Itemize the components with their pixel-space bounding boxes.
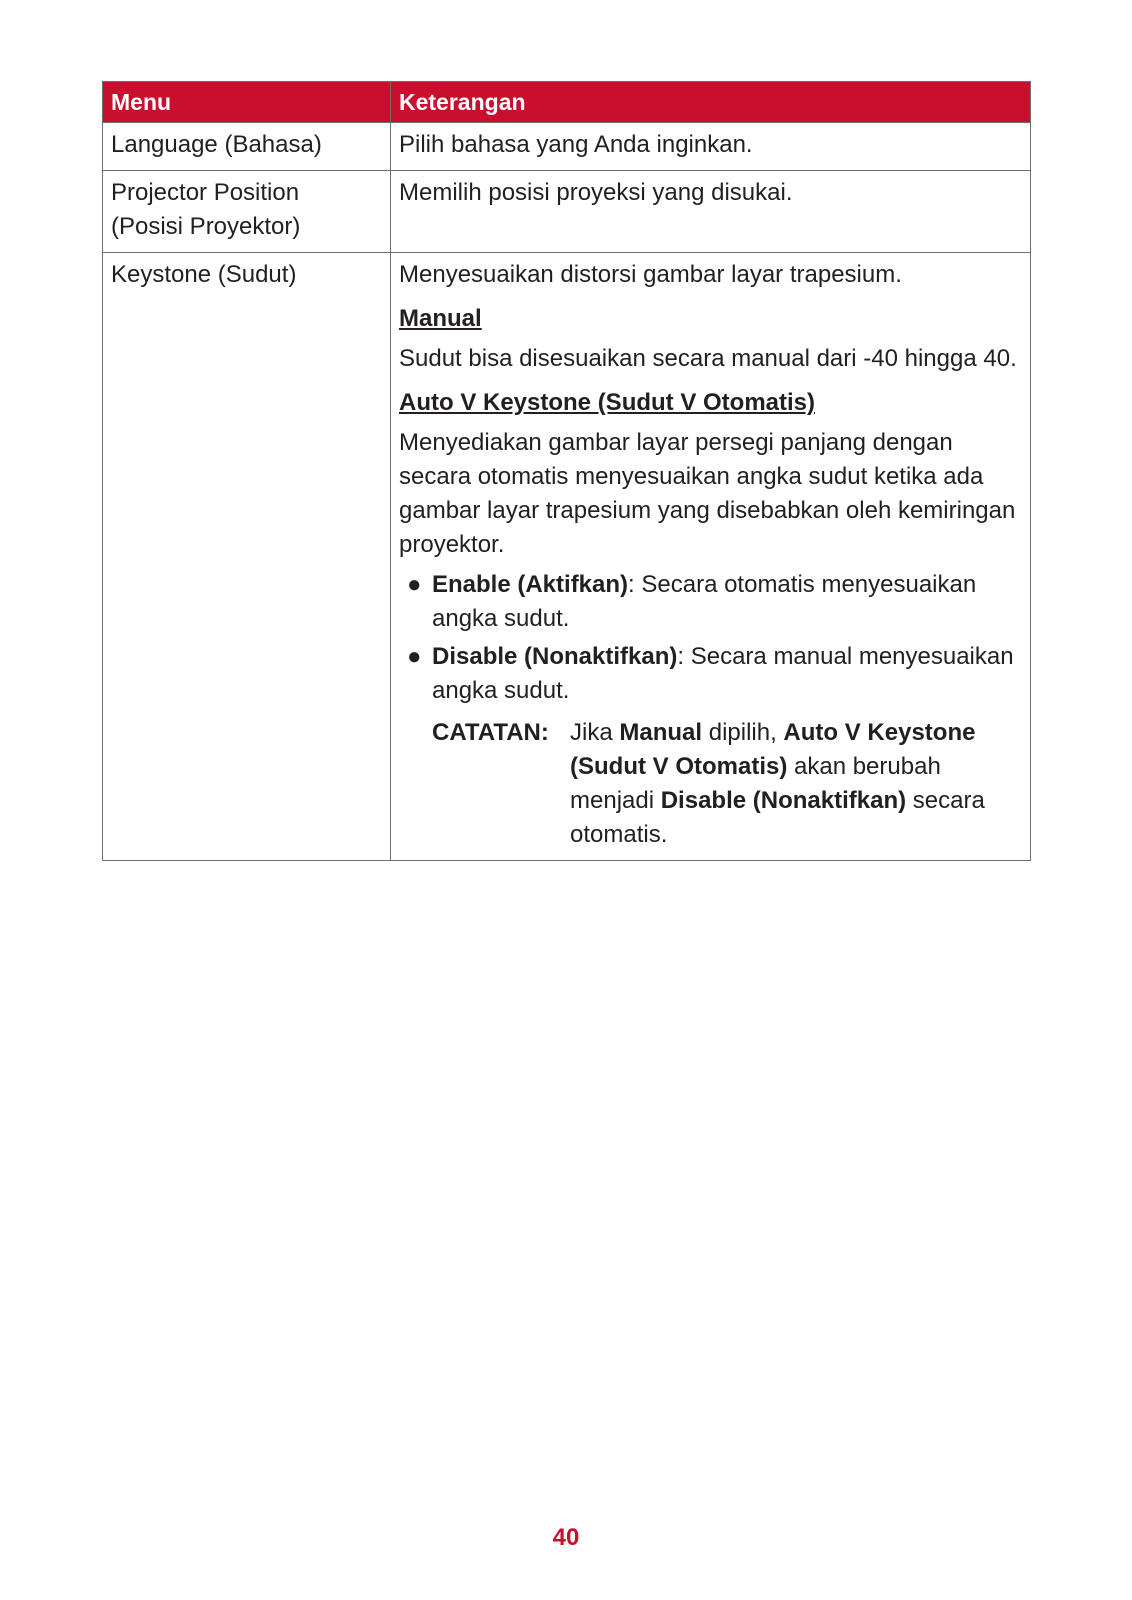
bullet-icon: ● [407,643,422,670]
note-bold: Manual [619,719,703,746]
note-text: Jika [570,719,620,746]
table-row [103,253,1031,861]
list-item-enable [399,568,1022,636]
option-label: Disable (Nonaktifkan) [432,643,678,670]
note-text: akan berubah menjadi [570,753,941,814]
option-label: Enable (Aktifkan) [432,571,629,598]
note-label: CATATAN: [432,719,549,746]
auto-keystone-text: Menyediakan gambar layar persegi panjang dengan secara otomatis menyesuaikan angka sudut ketika ada gambar layar trapesium yang disebabkan oleh kemiringan proyektor. [399,429,1016,558]
option-text: : Secara manual menyesuaikan angka sudut. [432,643,1014,704]
column-header-description: Keterangan [391,82,1031,123]
note-text: dipilih, [702,719,784,746]
menu-cell-keystone: Keystone (Sudut) [103,253,391,861]
table-header-row [103,82,1031,123]
keystone-description: Menyesuaikan distorsi gambar layar trapesium. [399,261,902,288]
note-bold: Auto V Keystone (Sudut V Otomatis) [570,719,976,780]
menu-cell-language: Language (Bahasa) [103,123,391,171]
table-row [103,123,1031,171]
note-block [399,716,1022,852]
note-body [570,716,1022,852]
auto-keystone-heading: Auto V Keystone (Sudut V Otomatis) [399,389,816,416]
note-bold: Disable (Nonaktifkan) [660,787,907,814]
table-row [103,171,1031,253]
description-cell-keystone [391,253,1031,861]
menu-label-line2: (Posisi Proyektor) [111,213,301,240]
option-text: : Secara otomatis menyesuaikan angka sudut. [432,571,977,632]
bullet-icon: ● [407,571,422,598]
description-cell-projector-position: Memilih posisi proyeksi yang disukai. [391,171,1031,253]
menu-label-line1: Projector Position [111,179,300,206]
list-item-disable [399,640,1022,708]
menu-cell-projector-position [103,171,391,253]
description-cell-language: Pilih bahasa yang Anda inginkan. [391,123,1031,171]
note-text: secara otomatis. [570,787,985,848]
manual-heading: Manual [399,305,482,332]
column-header-menu: Menu [103,82,391,123]
settings-table [102,81,1031,861]
page-number: 40 [552,1524,580,1551]
manual-text: Sudut bisa disesuaikan secara manual dari -40 hingga 40. [399,345,1017,372]
option-list [399,568,1022,708]
